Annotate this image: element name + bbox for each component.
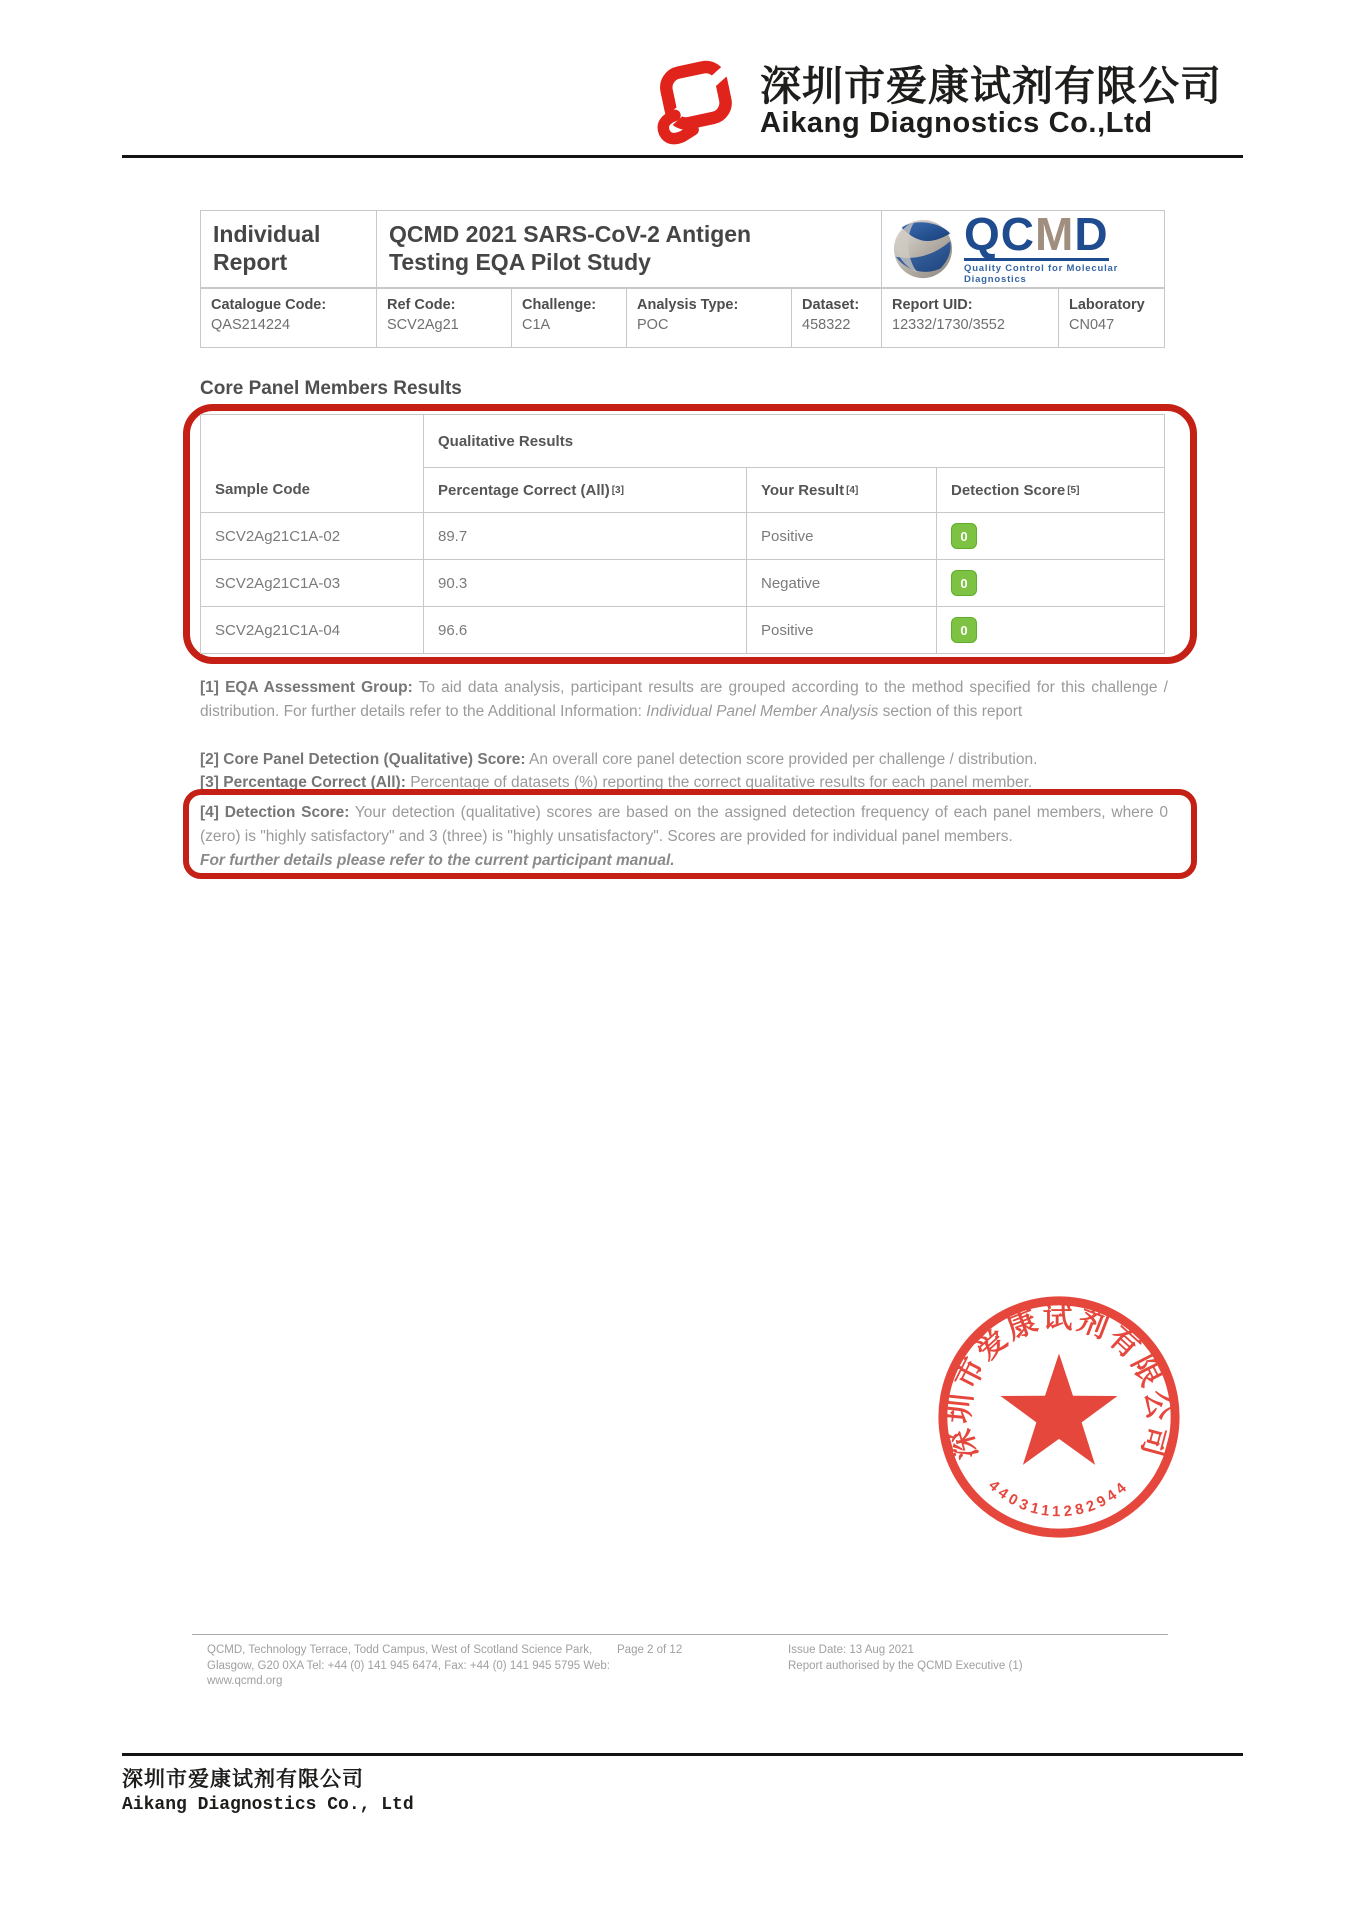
report-type: Individual Report	[213, 221, 321, 275]
stamp-company-text: 深圳市爱康试剂有限公司	[942, 1301, 1176, 1463]
results-table	[200, 414, 1165, 654]
column-header-sample-code: Sample Code	[201, 415, 423, 512]
report-meta-table	[200, 288, 1165, 348]
group-header-qualitative-results: Qualitative Results	[424, 415, 1164, 467]
bottom-company-en: Aikang Diagnostics Co., Ltd	[122, 1795, 414, 1815]
meta-dataset: Dataset: 458322	[791, 289, 881, 347]
table-row-score	[937, 513, 1164, 559]
company-seal-stamp	[930, 1288, 1188, 1546]
qcmd-wordmark: QCMD	[964, 208, 1109, 261]
company-name-en: Aikang Diagnostics Co.,Ltd	[760, 106, 1153, 139]
footer-page-number: Page 2 of 12	[617, 1644, 683, 1656]
table-row-sample-code: SCV2Ag21C1A-03	[201, 560, 423, 606]
company-name-zh: 深圳市爱康试剂有限公司	[760, 62, 1222, 109]
stamp-star-icon	[1000, 1353, 1117, 1464]
table-row-percentage: 90.3	[424, 560, 746, 606]
footnote-4: [4] Detection Score: Your detection (qualitative) scores are based on the assigned detection frequency of each panel members, where 0 (zero) is "highly satisfactory" and 3 (three) is "highly unsatisfactory". Scores are provided for individual panel members. For further details please refer to the current participant manual.	[200, 804, 1168, 869]
footnote-1: [1] EQA Assessment Group: To aid data analysis, participant results are grouped according to the method specified for this challenge / distribution. For further details refer to the Additional Information: Individual Panel Member Analysis section of this report	[200, 679, 1168, 720]
table-row-sample-code: SCV2Ag21C1A-02	[201, 513, 423, 559]
footnote-2: [2] Core Panel Detection (Qualitative) Score: An overall core panel detection score provided per challenge / distribution.	[200, 751, 1038, 768]
column-header-percentage-correct: Percentage Correct (All) [3]	[424, 468, 746, 512]
column-header-your-result: Your Result [4]	[747, 468, 936, 512]
svg-text:4403111282944	[985, 1478, 1133, 1521]
table-row-result: Positive	[747, 607, 936, 653]
table-row-percentage: 89.7	[424, 513, 746, 559]
meta-catalogue-code: Catalogue Code: QAS214224	[211, 297, 327, 333]
section-title: Core Panel Members Results	[200, 378, 462, 399]
aikang-logo-icon	[648, 58, 744, 146]
bottom-company-zh: 深圳市爱康试剂有限公司	[122, 1767, 364, 1791]
table-row-score	[937, 560, 1164, 606]
table-row-result: Negative	[747, 560, 936, 606]
bottom-divider	[122, 1753, 1243, 1756]
meta-analysis-type: Analysis Type: POC	[626, 289, 791, 347]
table-row-sample-code: SCV2Ag21C1A-04	[201, 607, 423, 653]
footer-divider	[192, 1634, 1168, 1635]
table-row-result: Positive	[747, 513, 936, 559]
report-header-table	[200, 210, 1165, 288]
header-divider	[122, 155, 1243, 158]
meta-laboratory: Laboratory CN047	[1058, 289, 1164, 347]
meta-ref-code: Ref Code: SCV2Ag21	[376, 289, 511, 347]
brand-header	[648, 58, 1222, 146]
column-header-detection-score: Detection Score [5]	[937, 468, 1164, 512]
footnote-3: [3] Percentage Correct (All): Percentage of datasets (%) reporting the correct qualitative results for each panel member.	[200, 774, 1033, 791]
detection-score-badge: 0	[951, 617, 977, 643]
detection-score-badge: 0	[951, 523, 977, 549]
table-row-score	[937, 607, 1164, 653]
study-title: QCMD 2021 SARS-CoV-2 Antigen Testing EQA Pilot Study	[376, 211, 881, 287]
stamp-digits: 4403111282944	[985, 1477, 1133, 1521]
qcmd-tagline: Quality Control for Molecular Diagnostics	[964, 262, 1119, 285]
qcmd-globe-icon	[890, 218, 956, 280]
footer-authorised: Report authorised by the QCMD Executive (1)	[788, 1659, 1023, 1672]
footer-issue-block	[788, 1643, 1148, 1674]
meta-challenge: Challenge: C1A	[511, 289, 626, 347]
qcmd-logo	[881, 208, 1164, 287]
meta-report-uid: Report UID: 12332/1730/3552	[881, 289, 1058, 347]
footer-issue-date: Issue Date: 13 Aug 2021	[788, 1644, 914, 1656]
detection-score-badge: 0	[951, 570, 977, 596]
footer-address: QCMD, Technology Terrace, Todd Campus, West of Scotland Science Park, Glasgow, G20 0XA Tel: +44 (0) 141 945 6474, Fax: +44 (0) 141 945 5795 Web: www.qcmd.org	[207, 1644, 610, 1687]
table-row-percentage: 96.6	[424, 607, 746, 653]
